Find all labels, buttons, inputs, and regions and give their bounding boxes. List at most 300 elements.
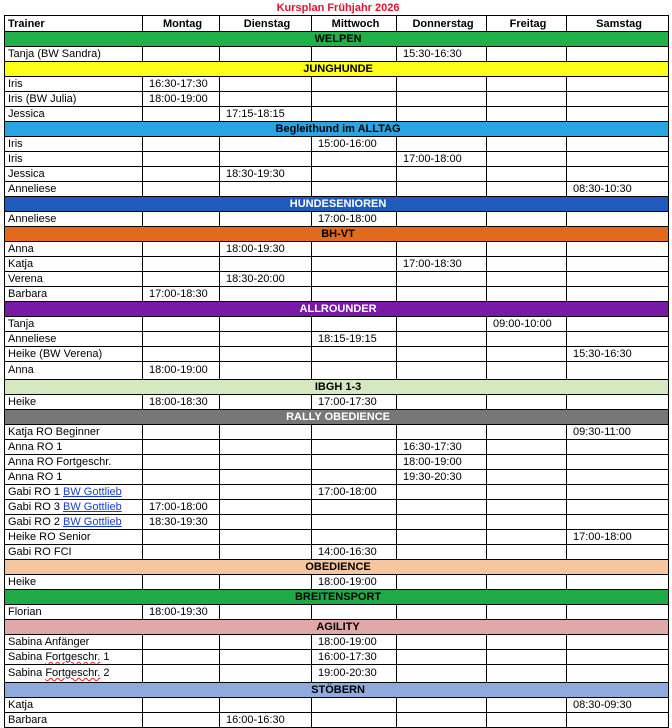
trainer-cell bbox=[5, 650, 143, 665]
table-row bbox=[5, 530, 669, 545]
table-row bbox=[5, 137, 669, 152]
trainer-name: Verena bbox=[8, 273, 43, 285]
section-heading: BH-VT bbox=[5, 227, 669, 242]
time-cell-montag bbox=[143, 167, 220, 182]
time-cell-freitag bbox=[487, 272, 567, 287]
time-cell-donnerstag: 17:00-18:30 bbox=[397, 257, 487, 272]
time-cell-dienstag bbox=[220, 650, 312, 665]
time-cell-mittwoch bbox=[312, 425, 397, 440]
time-cell-donnerstag: 16:30-17:30 bbox=[397, 440, 487, 455]
time-cell-freitag bbox=[487, 242, 567, 257]
trainer-name: Iris bbox=[8, 78, 23, 90]
time-cell-samstag bbox=[567, 395, 669, 410]
section-row bbox=[5, 197, 669, 212]
time-cell-montag bbox=[143, 713, 220, 728]
trainer-name: Anneliese bbox=[8, 183, 57, 195]
trainer-name: Tanja (BW Sandra) bbox=[8, 48, 101, 60]
time-cell-samstag bbox=[567, 257, 669, 272]
table-row bbox=[5, 515, 669, 530]
trainer-name: Heike bbox=[8, 396, 37, 408]
table-row bbox=[5, 107, 669, 122]
time-cell-samstag bbox=[567, 440, 669, 455]
time-cell-mittwoch bbox=[312, 77, 397, 92]
section-heading: HUNDESENIOREN bbox=[5, 197, 669, 212]
time-cell-donnerstag bbox=[397, 212, 487, 227]
time-cell-freitag bbox=[487, 107, 567, 122]
time-cell-freitag bbox=[487, 362, 567, 380]
trainer-name: Gabi RO 2 bbox=[8, 516, 64, 528]
trainer-name: Gabi RO 1 bbox=[8, 486, 64, 498]
time-cell-freitag bbox=[487, 332, 567, 347]
time-cell-donnerstag bbox=[397, 530, 487, 545]
time-cell-samstag bbox=[567, 470, 669, 485]
time-cell-mittwoch: 16:00-17:30 bbox=[312, 650, 397, 665]
trainer-cell bbox=[5, 362, 143, 380]
time-cell-mittwoch bbox=[312, 347, 397, 362]
trainer-name: Heike RO Senior bbox=[8, 531, 91, 543]
time-cell-freitag bbox=[487, 650, 567, 665]
time-cell-mittwoch: 17:00-17:30 bbox=[312, 395, 397, 410]
header-samstag: Samstag bbox=[567, 16, 669, 32]
time-cell-dienstag bbox=[220, 485, 312, 500]
time-cell-montag bbox=[143, 317, 220, 332]
time-cell-dienstag bbox=[220, 665, 312, 683]
time-cell-montag: 18:30-19:30 bbox=[143, 515, 220, 530]
time-cell-montag bbox=[143, 152, 220, 167]
time-cell-dienstag bbox=[220, 77, 312, 92]
time-cell-montag: 16:30-17:30 bbox=[143, 77, 220, 92]
trainer-cell bbox=[5, 317, 143, 332]
time-cell-samstag bbox=[567, 212, 669, 227]
time-cell-dienstag bbox=[220, 92, 312, 107]
table-row bbox=[5, 665, 669, 683]
time-cell-freitag bbox=[487, 152, 567, 167]
time-cell-mittwoch bbox=[312, 287, 397, 302]
time-cell-freitag bbox=[487, 500, 567, 515]
time-cell-donnerstag bbox=[397, 395, 487, 410]
table-row bbox=[5, 167, 669, 182]
time-cell-freitag bbox=[487, 713, 567, 728]
time-cell-samstag bbox=[567, 485, 669, 500]
trainer-cell bbox=[5, 440, 143, 455]
schedule-sheet bbox=[4, 2, 668, 728]
table-row bbox=[5, 47, 669, 62]
time-cell-dienstag bbox=[220, 362, 312, 380]
table-row bbox=[5, 347, 669, 362]
trainer-name: Tanja bbox=[8, 318, 35, 330]
time-cell-freitag bbox=[487, 665, 567, 683]
time-cell-dienstag: 17:15-18:15 bbox=[220, 107, 312, 122]
time-cell-samstag bbox=[567, 635, 669, 650]
table-row bbox=[5, 362, 669, 380]
time-cell-montag bbox=[143, 635, 220, 650]
trainer-cell bbox=[5, 287, 143, 302]
time-cell-mittwoch bbox=[312, 713, 397, 728]
time-cell-samstag: 17:00-18:00 bbox=[567, 530, 669, 545]
time-cell-dienstag: 18:00-19:30 bbox=[220, 242, 312, 257]
time-cell-montag bbox=[143, 665, 220, 683]
time-cell-freitag bbox=[487, 257, 567, 272]
time-cell-mittwoch bbox=[312, 242, 397, 257]
time-cell-mittwoch bbox=[312, 698, 397, 713]
time-cell-freitag bbox=[487, 347, 567, 362]
trainer-assistant-link[interactable]: BW Gottlieb bbox=[63, 501, 122, 513]
trainer-name: Barbara bbox=[8, 714, 48, 726]
time-cell-dienstag bbox=[220, 515, 312, 530]
time-cell-freitag bbox=[487, 455, 567, 470]
section-heading: OBEDIENCE bbox=[5, 560, 669, 575]
time-cell-montag: 17:00-18:00 bbox=[143, 500, 220, 515]
time-cell-mittwoch bbox=[312, 530, 397, 545]
time-cell-samstag: 08:30-09:30 bbox=[567, 698, 669, 713]
time-cell-freitag bbox=[487, 530, 567, 545]
trainer-level: Fortgeschr. bbox=[45, 651, 101, 663]
time-cell-donnerstag bbox=[397, 425, 487, 440]
time-cell-mittwoch bbox=[312, 515, 397, 530]
section-heading: AGILITY bbox=[5, 620, 669, 635]
time-cell-mittwoch bbox=[312, 47, 397, 62]
time-cell-dienstag bbox=[220, 152, 312, 167]
table-row bbox=[5, 332, 669, 347]
time-cell-samstag bbox=[567, 47, 669, 62]
section-heading: STÖBERN bbox=[5, 683, 669, 698]
time-cell-montag bbox=[143, 257, 220, 272]
trainer-cell bbox=[5, 605, 143, 620]
time-cell-donnerstag bbox=[397, 665, 487, 683]
time-cell-mittwoch: 18:15-19:15 bbox=[312, 332, 397, 347]
trainer-cell bbox=[5, 137, 143, 152]
section-row bbox=[5, 410, 669, 425]
time-cell-montag bbox=[143, 485, 220, 500]
trainer-cell bbox=[5, 152, 143, 167]
time-cell-freitag bbox=[487, 440, 567, 455]
trainer-cell bbox=[5, 713, 143, 728]
time-cell-donnerstag: 15:30-16:30 bbox=[397, 47, 487, 62]
time-cell-samstag bbox=[567, 500, 669, 515]
trainer-name: Heike bbox=[8, 576, 37, 588]
time-cell-mittwoch bbox=[312, 107, 397, 122]
time-cell-donnerstag bbox=[397, 77, 487, 92]
trainer-assistant-link[interactable]: BW Gottlieb bbox=[63, 486, 122, 498]
time-cell-dienstag: 18:30-20:00 bbox=[220, 272, 312, 287]
trainer-cell bbox=[5, 395, 143, 410]
table-row bbox=[5, 287, 669, 302]
header-trainer: Trainer bbox=[5, 16, 143, 32]
table-row bbox=[5, 455, 669, 470]
trainer-cell bbox=[5, 242, 143, 257]
time-cell-montag bbox=[143, 440, 220, 455]
time-cell-montag bbox=[143, 425, 220, 440]
time-cell-samstag bbox=[567, 575, 669, 590]
trainer-cell bbox=[5, 515, 143, 530]
trainer-cell bbox=[5, 347, 143, 362]
time-cell-samstag bbox=[567, 107, 669, 122]
time-cell-samstag: 09:30-11:00 bbox=[567, 425, 669, 440]
time-cell-freitag bbox=[487, 605, 567, 620]
trainer-name: Anna RO Fortgeschr. bbox=[8, 456, 112, 468]
time-cell-montag: 17:00-18:30 bbox=[143, 287, 220, 302]
time-cell-dienstag bbox=[220, 347, 312, 362]
time-cell-mittwoch bbox=[312, 500, 397, 515]
time-cell-montag bbox=[143, 470, 220, 485]
time-cell-donnerstag bbox=[397, 698, 487, 713]
trainer-cell bbox=[5, 77, 143, 92]
trainer-name: Jessica bbox=[8, 168, 45, 180]
time-cell-donnerstag bbox=[397, 317, 487, 332]
time-cell-samstag: 08:30-10:30 bbox=[567, 182, 669, 197]
time-cell-dienstag bbox=[220, 212, 312, 227]
time-cell-donnerstag bbox=[397, 347, 487, 362]
table-row bbox=[5, 212, 669, 227]
time-cell-montag bbox=[143, 182, 220, 197]
trainer-cell bbox=[5, 182, 143, 197]
table-row bbox=[5, 698, 669, 713]
table-row bbox=[5, 77, 669, 92]
trainer-cell bbox=[5, 470, 143, 485]
table-row bbox=[5, 605, 669, 620]
time-cell-dienstag bbox=[220, 575, 312, 590]
time-cell-mittwoch bbox=[312, 317, 397, 332]
time-cell-samstag bbox=[567, 272, 669, 287]
time-cell-montag bbox=[143, 272, 220, 287]
time-cell-montag bbox=[143, 698, 220, 713]
section-heading: Begleithund im ALLTAG bbox=[5, 122, 669, 137]
time-cell-montag: 18:00-19:00 bbox=[143, 92, 220, 107]
time-cell-mittwoch bbox=[312, 92, 397, 107]
trainer-name: Gabi RO FCI bbox=[8, 546, 72, 558]
trainer-cell bbox=[5, 257, 143, 272]
table-row bbox=[5, 242, 669, 257]
trainer-name: Sabina Anfänger bbox=[8, 636, 90, 648]
time-cell-montag bbox=[143, 107, 220, 122]
section-row bbox=[5, 560, 669, 575]
time-cell-samstag bbox=[567, 713, 669, 728]
trainer-name: Anneliese bbox=[8, 333, 57, 345]
table-row bbox=[5, 485, 669, 500]
time-cell-dienstag: 16:00-16:30 bbox=[220, 713, 312, 728]
trainer-name: Sabina bbox=[8, 667, 46, 679]
section-row bbox=[5, 590, 669, 605]
time-cell-mittwoch: 17:00-18:00 bbox=[312, 212, 397, 227]
time-cell-samstag bbox=[567, 77, 669, 92]
time-cell-donnerstag bbox=[397, 575, 487, 590]
table-row bbox=[5, 713, 669, 728]
time-cell-mittwoch bbox=[312, 257, 397, 272]
time-cell-mittwoch: 18:00-19:00 bbox=[312, 635, 397, 650]
trainer-cell bbox=[5, 92, 143, 107]
table-row bbox=[5, 272, 669, 287]
time-cell-freitag bbox=[487, 425, 567, 440]
time-cell-samstag bbox=[567, 362, 669, 380]
header-freitag: Freitag bbox=[487, 16, 567, 32]
time-cell-freitag bbox=[487, 395, 567, 410]
table-row bbox=[5, 395, 669, 410]
time-cell-freitag bbox=[487, 77, 567, 92]
header-mittwoch: Mittwoch bbox=[312, 16, 397, 32]
trainer-name: Anna bbox=[8, 243, 34, 255]
time-cell-montag bbox=[143, 347, 220, 362]
trainer-suffix: 2 bbox=[100, 667, 110, 679]
time-cell-freitag bbox=[487, 485, 567, 500]
section-row bbox=[5, 302, 669, 317]
schedule-table bbox=[4, 2, 669, 728]
title-row bbox=[5, 2, 669, 16]
time-cell-donnerstag bbox=[397, 167, 487, 182]
time-cell-freitag bbox=[487, 470, 567, 485]
time-cell-mittwoch bbox=[312, 362, 397, 380]
time-cell-samstag: 15:30-16:30 bbox=[567, 347, 669, 362]
time-cell-samstag bbox=[567, 92, 669, 107]
trainer-assistant-link[interactable]: BW Gottlieb bbox=[63, 516, 122, 528]
time-cell-donnerstag bbox=[397, 713, 487, 728]
time-cell-samstag bbox=[567, 242, 669, 257]
time-cell-donnerstag bbox=[397, 92, 487, 107]
time-cell-donnerstag bbox=[397, 362, 487, 380]
table-row bbox=[5, 545, 669, 560]
time-cell-freitag bbox=[487, 212, 567, 227]
trainer-name: Florian bbox=[8, 606, 42, 618]
trainer-name: Gabi RO 3 bbox=[8, 501, 64, 513]
table-row bbox=[5, 650, 669, 665]
time-cell-donnerstag bbox=[397, 242, 487, 257]
time-cell-dienstag bbox=[220, 287, 312, 302]
time-cell-freitag: 09:00-10:00 bbox=[487, 317, 567, 332]
trainer-name: Anna RO 1 bbox=[8, 441, 63, 453]
time-cell-mittwoch bbox=[312, 152, 397, 167]
header-montag: Montag bbox=[143, 16, 220, 32]
time-cell-donnerstag bbox=[397, 107, 487, 122]
table-row bbox=[5, 425, 669, 440]
time-cell-dienstag bbox=[220, 257, 312, 272]
section-row bbox=[5, 32, 669, 47]
time-cell-mittwoch: 17:00-18:00 bbox=[312, 485, 397, 500]
table-row bbox=[5, 317, 669, 332]
table-row bbox=[5, 575, 669, 590]
time-cell-freitag bbox=[487, 635, 567, 650]
time-cell-dienstag bbox=[220, 440, 312, 455]
section-row bbox=[5, 122, 669, 137]
time-cell-montag bbox=[143, 212, 220, 227]
time-cell-samstag bbox=[567, 152, 669, 167]
time-cell-samstag bbox=[567, 167, 669, 182]
time-cell-dienstag bbox=[220, 395, 312, 410]
time-cell-samstag bbox=[567, 317, 669, 332]
time-cell-donnerstag bbox=[397, 500, 487, 515]
section-heading: IBGH 1-3 bbox=[5, 380, 669, 395]
trainer-name: Iris bbox=[8, 138, 23, 150]
trainer-name: Anna RO 1 bbox=[8, 471, 63, 483]
trainer-name: Iris bbox=[8, 153, 23, 165]
trainer-cell bbox=[5, 107, 143, 122]
time-cell-dienstag bbox=[220, 425, 312, 440]
time-cell-donnerstag: 19:30-20:30 bbox=[397, 470, 487, 485]
time-cell-montag bbox=[143, 332, 220, 347]
time-cell-donnerstag bbox=[397, 650, 487, 665]
time-cell-dienstag bbox=[220, 332, 312, 347]
time-cell-freitag bbox=[487, 137, 567, 152]
time-cell-mittwoch bbox=[312, 182, 397, 197]
time-cell-mittwoch: 15:00-16:00 bbox=[312, 137, 397, 152]
time-cell-dienstag bbox=[220, 137, 312, 152]
time-cell-donnerstag bbox=[397, 272, 487, 287]
page-title: Kursplan Frühjahr 2026 bbox=[276, 2, 400, 14]
trainer-name: Katja bbox=[8, 258, 34, 270]
time-cell-donnerstag bbox=[397, 485, 487, 500]
header-row bbox=[5, 16, 669, 32]
trainer-name: Katja RO Beginner bbox=[8, 426, 100, 438]
trainer-cell bbox=[5, 698, 143, 713]
table-row bbox=[5, 182, 669, 197]
table-row bbox=[5, 152, 669, 167]
time-cell-donnerstag: 17:00-18:00 bbox=[397, 152, 487, 167]
time-cell-montag bbox=[143, 575, 220, 590]
section-heading: ALLROUNDER bbox=[5, 302, 669, 317]
section-heading: WELPEN bbox=[5, 32, 669, 47]
trainer-cell bbox=[5, 485, 143, 500]
trainer-cell bbox=[5, 47, 143, 62]
section-row bbox=[5, 683, 669, 698]
time-cell-donnerstag bbox=[397, 515, 487, 530]
time-cell-samstag bbox=[567, 287, 669, 302]
section-row bbox=[5, 380, 669, 395]
time-cell-mittwoch bbox=[312, 455, 397, 470]
time-cell-samstag bbox=[567, 515, 669, 530]
trainer-cell bbox=[5, 665, 143, 683]
time-cell-samstag bbox=[567, 137, 669, 152]
time-cell-montag: 18:00-18:30 bbox=[143, 395, 220, 410]
time-cell-freitag bbox=[487, 167, 567, 182]
time-cell-donnerstag bbox=[397, 605, 487, 620]
time-cell-dienstag bbox=[220, 635, 312, 650]
time-cell-mittwoch: 14:00-16:30 bbox=[312, 545, 397, 560]
time-cell-freitag bbox=[487, 545, 567, 560]
time-cell-dienstag bbox=[220, 182, 312, 197]
section-row bbox=[5, 62, 669, 77]
time-cell-montag bbox=[143, 47, 220, 62]
time-cell-dienstag bbox=[220, 317, 312, 332]
table-row bbox=[5, 470, 669, 485]
time-cell-samstag bbox=[567, 665, 669, 683]
time-cell-dienstag bbox=[220, 545, 312, 560]
time-cell-samstag bbox=[567, 650, 669, 665]
time-cell-dienstag bbox=[220, 500, 312, 515]
time-cell-freitag bbox=[487, 575, 567, 590]
trainer-name: Jessica bbox=[8, 108, 45, 120]
time-cell-samstag bbox=[567, 605, 669, 620]
trainer-cell bbox=[5, 575, 143, 590]
trainer-name: Anna bbox=[8, 364, 34, 376]
section-row bbox=[5, 227, 669, 242]
section-heading: RALLY OBEDIENCE bbox=[5, 410, 669, 425]
time-cell-montag bbox=[143, 545, 220, 560]
time-cell-donnerstag bbox=[397, 182, 487, 197]
time-cell-donnerstag bbox=[397, 137, 487, 152]
time-cell-freitag bbox=[487, 287, 567, 302]
section-heading: BREITENSPORT bbox=[5, 590, 669, 605]
time-cell-montag: 18:00-19:00 bbox=[143, 362, 220, 380]
time-cell-donnerstag bbox=[397, 287, 487, 302]
time-cell-freitag bbox=[487, 47, 567, 62]
time-cell-freitag bbox=[487, 515, 567, 530]
section-row bbox=[5, 620, 669, 635]
time-cell-montag bbox=[143, 455, 220, 470]
time-cell-dienstag bbox=[220, 470, 312, 485]
time-cell-mittwoch bbox=[312, 470, 397, 485]
time-cell-donnerstag: 18:00-19:00 bbox=[397, 455, 487, 470]
time-cell-donnerstag bbox=[397, 635, 487, 650]
time-cell-montag bbox=[143, 242, 220, 257]
trainer-cell bbox=[5, 500, 143, 515]
